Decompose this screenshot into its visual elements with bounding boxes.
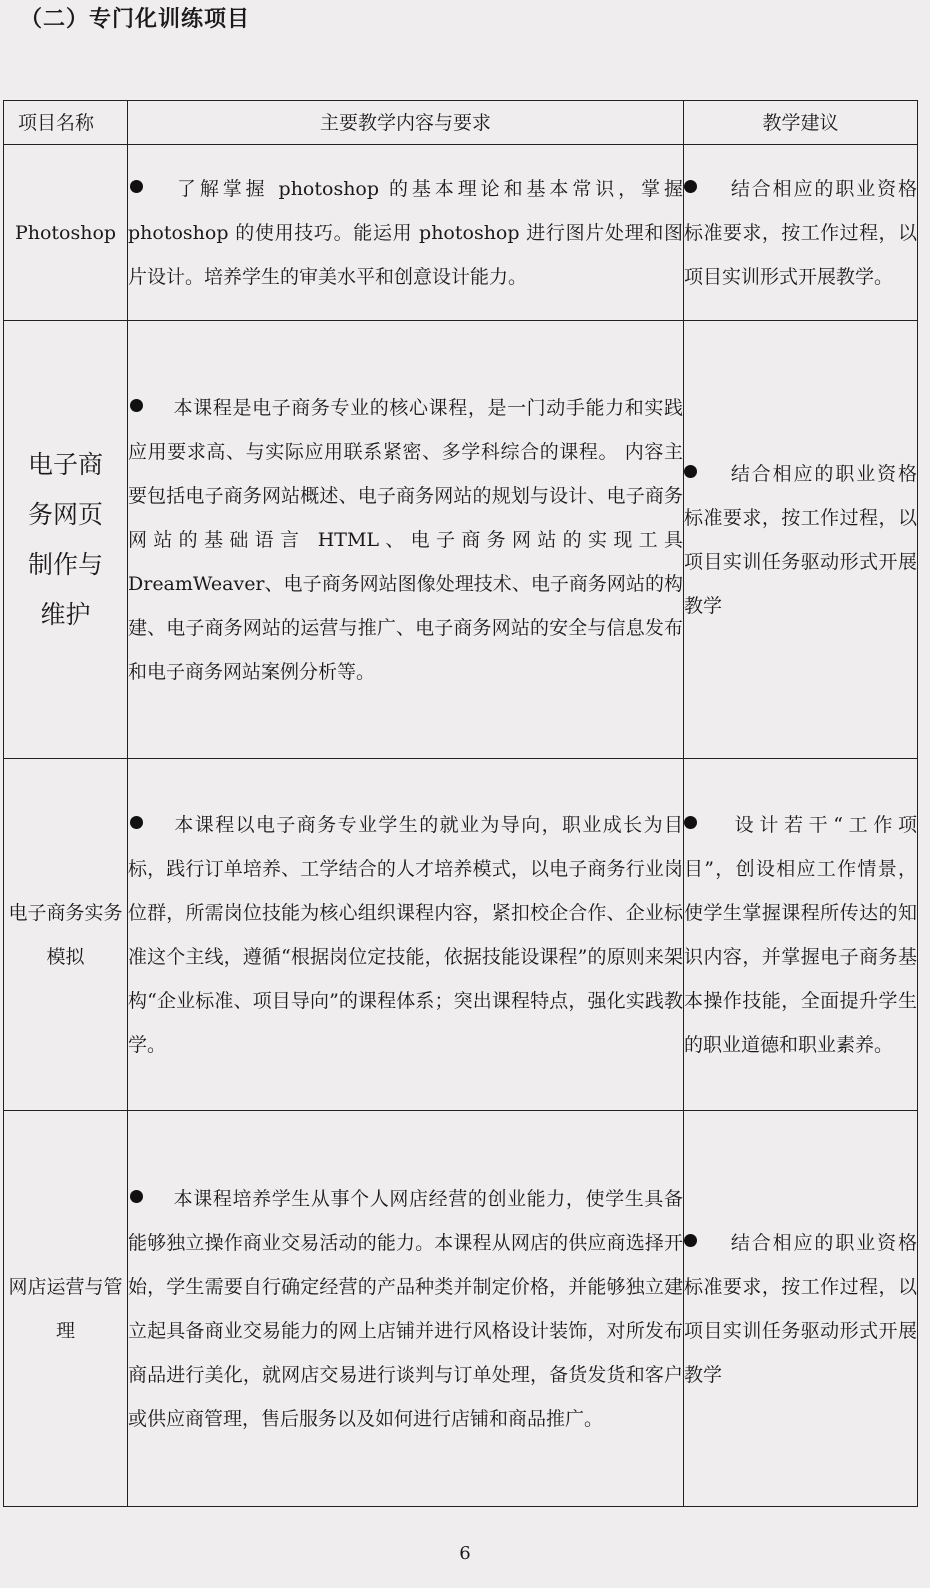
header-advice: 教学建议 bbox=[684, 101, 918, 145]
project-name-photoshop: Photoshop bbox=[4, 145, 128, 321]
bullet-icon bbox=[130, 1190, 143, 1203]
bullet-icon bbox=[684, 816, 697, 829]
content-text: 了解掌握 photoshop 的基本理论和基本常识，掌握 photoshop 的使用技巧。能运用 photoshop 进行图片处理和图片设计。培养学生的审美水平和创意设计能力。 bbox=[128, 177, 683, 288]
table-row bbox=[4, 321, 918, 759]
content-text: 本课程是电子商务专业的核心课程，是一门动手能力和实践应用要求高、与实际应用联系紧密、多学科综合的课程。 内容主要包括电子商务网站概述、电子商务网站的规划与设计、电子商务网站的基础语言 HTML、电子商务网站的实现工具 DreamWeaver、电子商务网站图像处理技术、电子商务网站的构建、电子商务网站的运营与推广、电子商务网站的安全与信息发布和电子商务网站案例分析等。 bbox=[128, 396, 683, 683]
advice-text: 结合相应的职业资格标准要求，按工作过程，以项目实训任务驱动形式开展教学 bbox=[684, 462, 917, 617]
table-row bbox=[4, 759, 918, 1111]
advice-cell bbox=[684, 145, 918, 321]
bullet-icon bbox=[130, 180, 143, 193]
bullet-icon bbox=[130, 399, 143, 412]
advice-cell bbox=[684, 759, 918, 1111]
content-text: 本课程培养学生从事个人网店经营的创业能力，使学生具备能够独立操作商业交易活动的能力。本课程从网店的供应商选择开始，学生需要自行确定经营的产品种类并制定价格，并能够独立建立起具备商业交易能力的网上店铺并进行风格设计装饰，对所发布商品进行美化，就网店交易进行谈判与订单处理，备货发货和客户或供应商管理，售后服务以及如何进行店铺和商品推广。 bbox=[128, 1187, 683, 1430]
page-number: 6 bbox=[459, 1543, 471, 1564]
project-name-online-store: 网店运营与管理 bbox=[4, 1111, 128, 1507]
content-cell bbox=[128, 145, 684, 321]
project-name-ecommerce-practice: 电子商务实务模拟 bbox=[4, 759, 128, 1111]
content-cell bbox=[128, 1111, 684, 1507]
content-cell bbox=[128, 321, 684, 759]
advice-text: 结合相应的职业资格标准要求，按工作过程，以项目实训任务驱动形式开展教学 bbox=[684, 1231, 917, 1386]
header-project-name: 项目名称 bbox=[4, 101, 128, 145]
bullet-icon bbox=[684, 465, 697, 478]
advice-cell bbox=[684, 321, 918, 759]
advice-cell bbox=[684, 1111, 918, 1507]
bullet-icon bbox=[684, 180, 697, 193]
course-table bbox=[3, 100, 918, 1507]
section-title: （二）专门化训练项目 bbox=[20, 7, 251, 32]
advice-text: 结合相应的职业资格标准要求，按工作过程，以项目实训形式开展教学。 bbox=[684, 177, 917, 288]
content-text: 本课程以电子商务专业学生的就业为导向，职业成长为目标，践行订单培养、工学结合的人才培养模式，以电子商务行业岗位群，所需岗位技能为核心组织课程内容，紧扣校企合作、企业标准这个主线，遵循“根据岗位定技能，依据技能设课程”的原则来架构“企业标准、项目导向”的课程体系；突出课程特点，强化实践教学。 bbox=[128, 813, 683, 1056]
header-content: 主要教学内容与要求 bbox=[128, 101, 684, 145]
table-row bbox=[4, 1111, 918, 1507]
project-name-web-design: 电子商务网页制作与维护 bbox=[4, 321, 128, 759]
content-cell bbox=[128, 759, 684, 1111]
bullet-icon bbox=[130, 816, 143, 829]
advice-text: 设计若干“工作项目”，创设相应工作情景，使学生掌握课程所传达的知识内容，并掌握电子商务基本操作技能，全面提升学生的职业道德和职业素养。 bbox=[684, 813, 917, 1056]
table-row bbox=[4, 145, 918, 321]
table-header-row bbox=[4, 101, 918, 145]
bullet-icon bbox=[684, 1234, 697, 1247]
